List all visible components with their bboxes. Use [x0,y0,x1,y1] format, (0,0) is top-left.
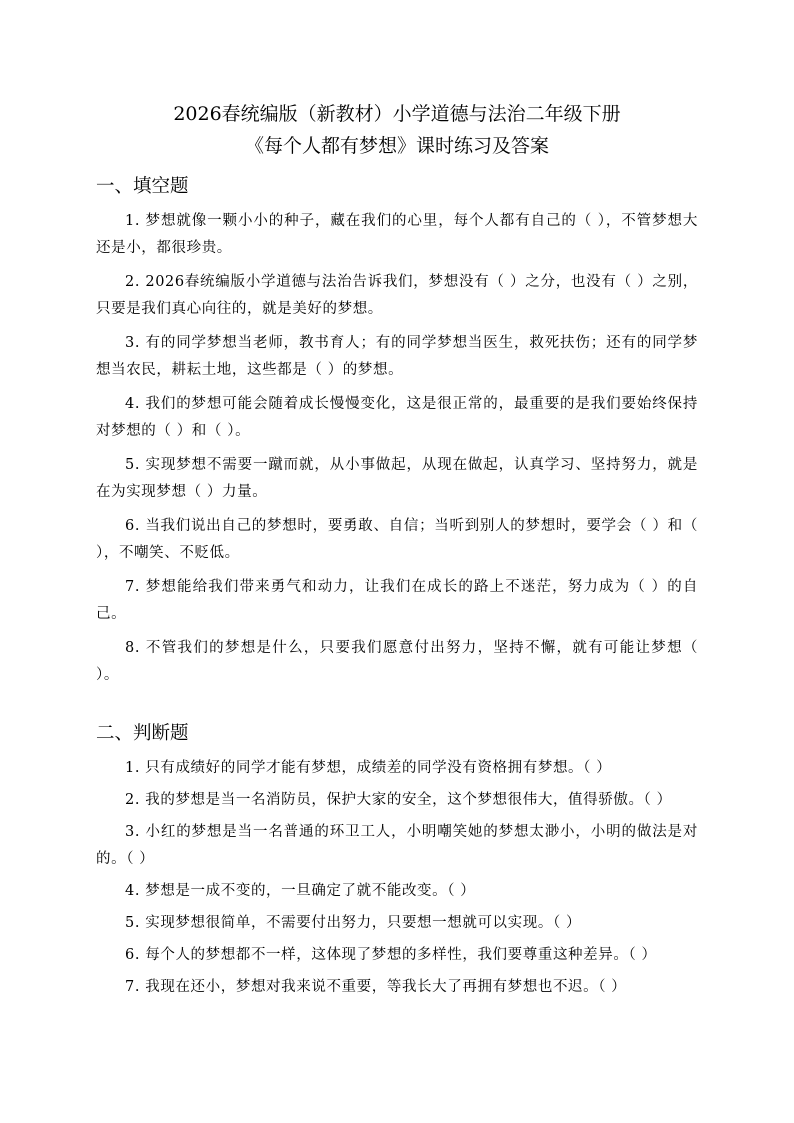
true-false-question: 5. 实现梦想很简单，不需要付出努力，只要想一想就可以实现。（ ） [125,915,582,931]
true-false-question-list [96,755,698,1001]
section-heading-true-false: 二、判断题 [96,723,189,744]
fill-in-question: 3. 有的同学梦想当老师，教书育人；有的同学梦想当医生，救死扶伤；还有的同学梦想当农民，耕耘土地，这些都是（ ）的梦想。 [96,335,698,378]
true-false-question: 2. 我的梦想是当一名消防员，保护大家的安全，这个梦想很伟大，值得骄傲。（ ） [125,792,672,808]
true-false-question: 7. 我现在还小，梦想对我来说不重要，等我长大了再拥有梦想也不迟。（ ） [125,979,627,995]
fill-in-question: 5. 实现梦想不需要一蹴而就，从小事做起，从现在做起，认真学习、坚持努力，就是在为实现梦想（ ）力量。 [96,457,698,500]
document-subtitle: 《每个人都有梦想》课时练习及答案 [244,135,549,157]
true-false-question: 4. 梦想是一成不变的，一旦确定了就不能改变。（ ） [125,883,476,899]
fill-in-question: 4. 我们的梦想可能会随着成长慢慢变化，这是很正常的，最重要的是我们要始终保持对梦想的（ ）和（ ）。 [96,396,698,439]
fill-in-question-list [96,208,698,689]
section-heading-fill-in: 一、填空题 [96,176,189,197]
document-title: 2026春统编版（新教材）小学道德与法治二年级下册 [173,103,621,125]
fill-in-question: 6. 当我们说出自己的梦想时，要勇敢、自信；当听到别人的梦想时，要学会（ ）和（ ），不嘲笑、不贬低。 [96,518,698,561]
true-false-question: 3. 小红的梦想是当一名普通的环卫工人，小明嘲笑她的梦想太渺小，小明的做法是对的。（ ） [96,824,698,867]
fill-in-question: 7. 梦想能给我们带来勇气和动力，让我们在成长的路上不迷茫，努力成为（ ）的自己。 [96,579,698,622]
true-false-question: 1. 只有成绩好的同学才能有梦想，成绩差的同学没有资格拥有梦想。（ ） [125,760,612,776]
fill-in-question: 8. 不管我们的梦想是什么，只要我们愿意付出努力，坚持不懈，就有可能让梦想（ ）。 [96,640,698,683]
fill-in-question: 1. 梦想就像一颗小小的种子，藏在我们的心里，每个人都有自己的（ ），不管梦想大还是小，都很珍贵。 [96,213,698,256]
fill-in-question: 2. 2026春统编版小学道德与法治告诉我们，梦想没有（ ）之分，也没有（ ）之别，只要是我们真心向往的，就是美好的梦想。 [96,274,698,317]
true-false-question: 6. 每个人的梦想都不一样，这体现了梦想的多样性，我们要尊重这种差异。（ ） [125,947,657,963]
